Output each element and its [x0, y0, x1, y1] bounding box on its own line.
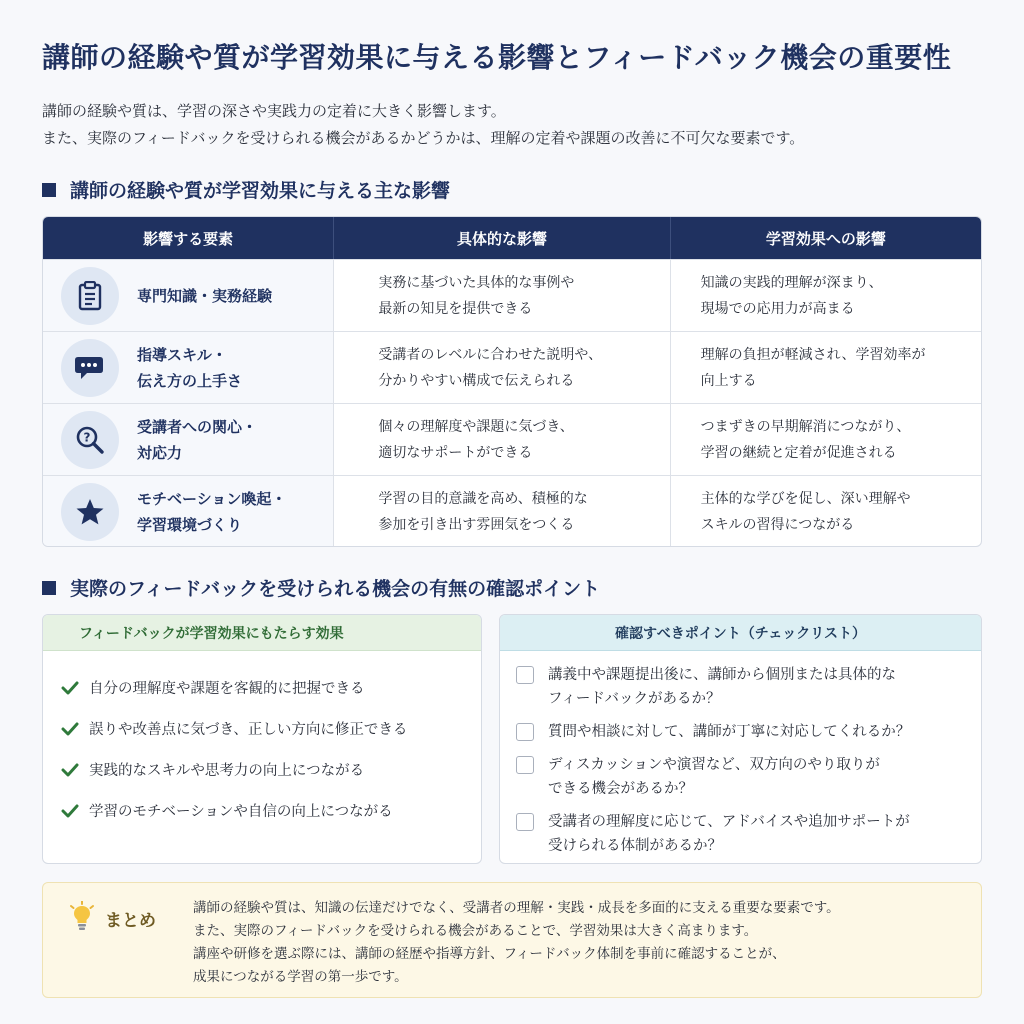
checklist-item-text: 講義中や課題提出後に、講師から個別または具体的な フィードバックがあるか？ — [548, 667, 896, 707]
summary-title: まとめ — [105, 910, 156, 931]
section-heading-impact-text: 講師の経験や質が学習効果に与える主な影響 — [70, 180, 451, 202]
effect-cell — [671, 260, 981, 331]
factor-cell — [43, 332, 334, 403]
effect-item-text: 自分の理解度や課題を客観的に把握できる — [89, 681, 365, 697]
effect-cell — [671, 404, 981, 475]
column-header-factor: 影響する要素 — [43, 217, 334, 259]
list-item — [61, 708, 481, 749]
checkbox[interactable] — [516, 666, 534, 684]
impact-cell — [334, 476, 670, 547]
checklist-item — [516, 753, 981, 801]
feedback-effects-title: フィードバックが学習効果にもたらす効果 — [43, 615, 481, 651]
checkbox[interactable] — [516, 723, 534, 741]
table-row — [43, 403, 981, 475]
checkmark-icon — [61, 722, 79, 736]
summary-panel — [42, 882, 982, 998]
intro-text — [42, 98, 982, 152]
impact-text: 個々の理解度や課題に気づき、 適切なサポートができる — [378, 418, 574, 461]
effect-item-text: 学習のモチベーションや自信の向上につながる — [89, 804, 393, 820]
impact-cell — [334, 260, 670, 331]
list-item — [61, 790, 481, 831]
effect-item-text: 誤りや改善点に気づき、正しい方向に修正できる — [89, 722, 408, 738]
factor-label: 指導スキル・ 伝え方の上手さ — [137, 345, 243, 390]
table-row — [43, 259, 981, 331]
section-marker — [42, 183, 56, 197]
table-header — [43, 217, 981, 259]
factor-cell — [43, 476, 334, 547]
effect-item-text: 実践的なスキルや思考力の向上につながる — [89, 763, 365, 779]
checklist-item — [516, 720, 981, 744]
checkbox[interactable] — [516, 756, 534, 774]
checkmark-icon — [61, 763, 79, 777]
checklist-item-text: 質問や相談に対して、講師が丁寧に対応してくれるか？ — [548, 724, 911, 740]
checklist — [500, 651, 981, 858]
lightbulb-icon — [69, 901, 95, 935]
effect-text: 理解の負担が軽減され、学習効率が 向上する — [700, 346, 926, 389]
svg-text:?: ? — [83, 430, 91, 444]
checklist-item-text: 受講者の理解度に応じて、アドバイスや追加サポートが 受けられる体制があるか？ — [548, 814, 910, 854]
table-row — [43, 331, 981, 403]
checkbox[interactable] — [516, 813, 534, 831]
section-marker — [42, 581, 56, 595]
impact-text: 受講者のレベルに合わせた説明や、 分かりやすい構成で伝えられる — [378, 346, 603, 389]
section-heading-feedback-text: 実際のフィードバックを受けられる機会の有無の確認ポイント — [70, 578, 601, 600]
checklist-item — [516, 810, 981, 858]
impact-text: 学習の目的意識を高め、積極的な 参加を引き出す雰囲気をつくる — [378, 490, 588, 533]
clipboard-icon — [61, 267, 119, 325]
table-row — [43, 475, 981, 547]
feedback-effects-list — [43, 651, 481, 831]
feedback-effects-panel — [42, 614, 482, 864]
checklist-item — [516, 663, 981, 711]
checklist-panel — [499, 614, 982, 864]
list-item — [61, 749, 481, 790]
factor-label: モチベーション喚起・ 学習環境づくり — [137, 489, 287, 534]
impact-cell — [334, 404, 670, 475]
summary-text: 講師の経験や質は、知識の伝達だけでなく、受講者の理解・実践・成長を多面的に支える重要な要素です。 また、実際のフィードバックを受けられる機会があることで、学習効果は大きく高まります。 講座や研修を選ぶ際には、講師の経歴や指導方針、フィードバック体制を事前に確認することが、 成果につながる学習の第一歩です。 — [193, 900, 840, 985]
checklist-title: 確認すべきポイント（チェックリスト） — [500, 615, 981, 651]
column-header-effect: 学習効果への影響 — [765, 229, 886, 248]
checklist-item-text: ディスカッションや演習など、双方向のやり取りが できる機会があるか？ — [548, 757, 880, 797]
section-heading-feedback — [42, 574, 600, 601]
section-heading-impact — [42, 176, 450, 203]
effect-text: つまずきの早期解消につながり、 学習の継続と定着が促進される — [700, 418, 911, 461]
effect-cell — [671, 332, 981, 403]
factor-label: 受講者への関心・ 対応力 — [137, 417, 258, 462]
speech-bubble-icon — [61, 339, 119, 397]
column-header-impact: 具体的な影響 — [334, 217, 670, 259]
checkmark-icon — [61, 681, 79, 695]
impact-table — [42, 216, 982, 547]
factor-cell — [43, 260, 334, 331]
star-icon — [61, 483, 119, 541]
impact-text: 実務に基づいた具体的な事例や 最新の知見を提供できる — [378, 274, 575, 317]
impact-cell — [334, 332, 670, 403]
magnifier-question-icon — [61, 411, 119, 469]
effect-text: 主体的な学びを促し、深い理解や スキルの習得につながる — [700, 490, 911, 533]
effect-text: 知識の実践的理解が深まり、 現場での応用力が高まる — [700, 274, 883, 317]
page-title: 講師の経験や質が学習効果に与える影響とフィードバック機会の重要性 — [42, 41, 952, 74]
checkmark-icon — [61, 804, 79, 818]
factor-label: 専門知識・実務経験 — [137, 286, 273, 305]
factor-cell — [43, 404, 334, 475]
list-item — [61, 667, 481, 708]
summary-header — [69, 901, 156, 935]
effect-cell — [671, 476, 981, 547]
intro-line-2: また、実際のフィードバックを受けられる機会があるかどうかは、理解の定着や課題の改善に不可欠な要素です。 — [42, 129, 805, 147]
intro-line-1: 講師の経験や質は、学習の深さや実践力の定着に大きく影響します。 — [42, 102, 506, 120]
